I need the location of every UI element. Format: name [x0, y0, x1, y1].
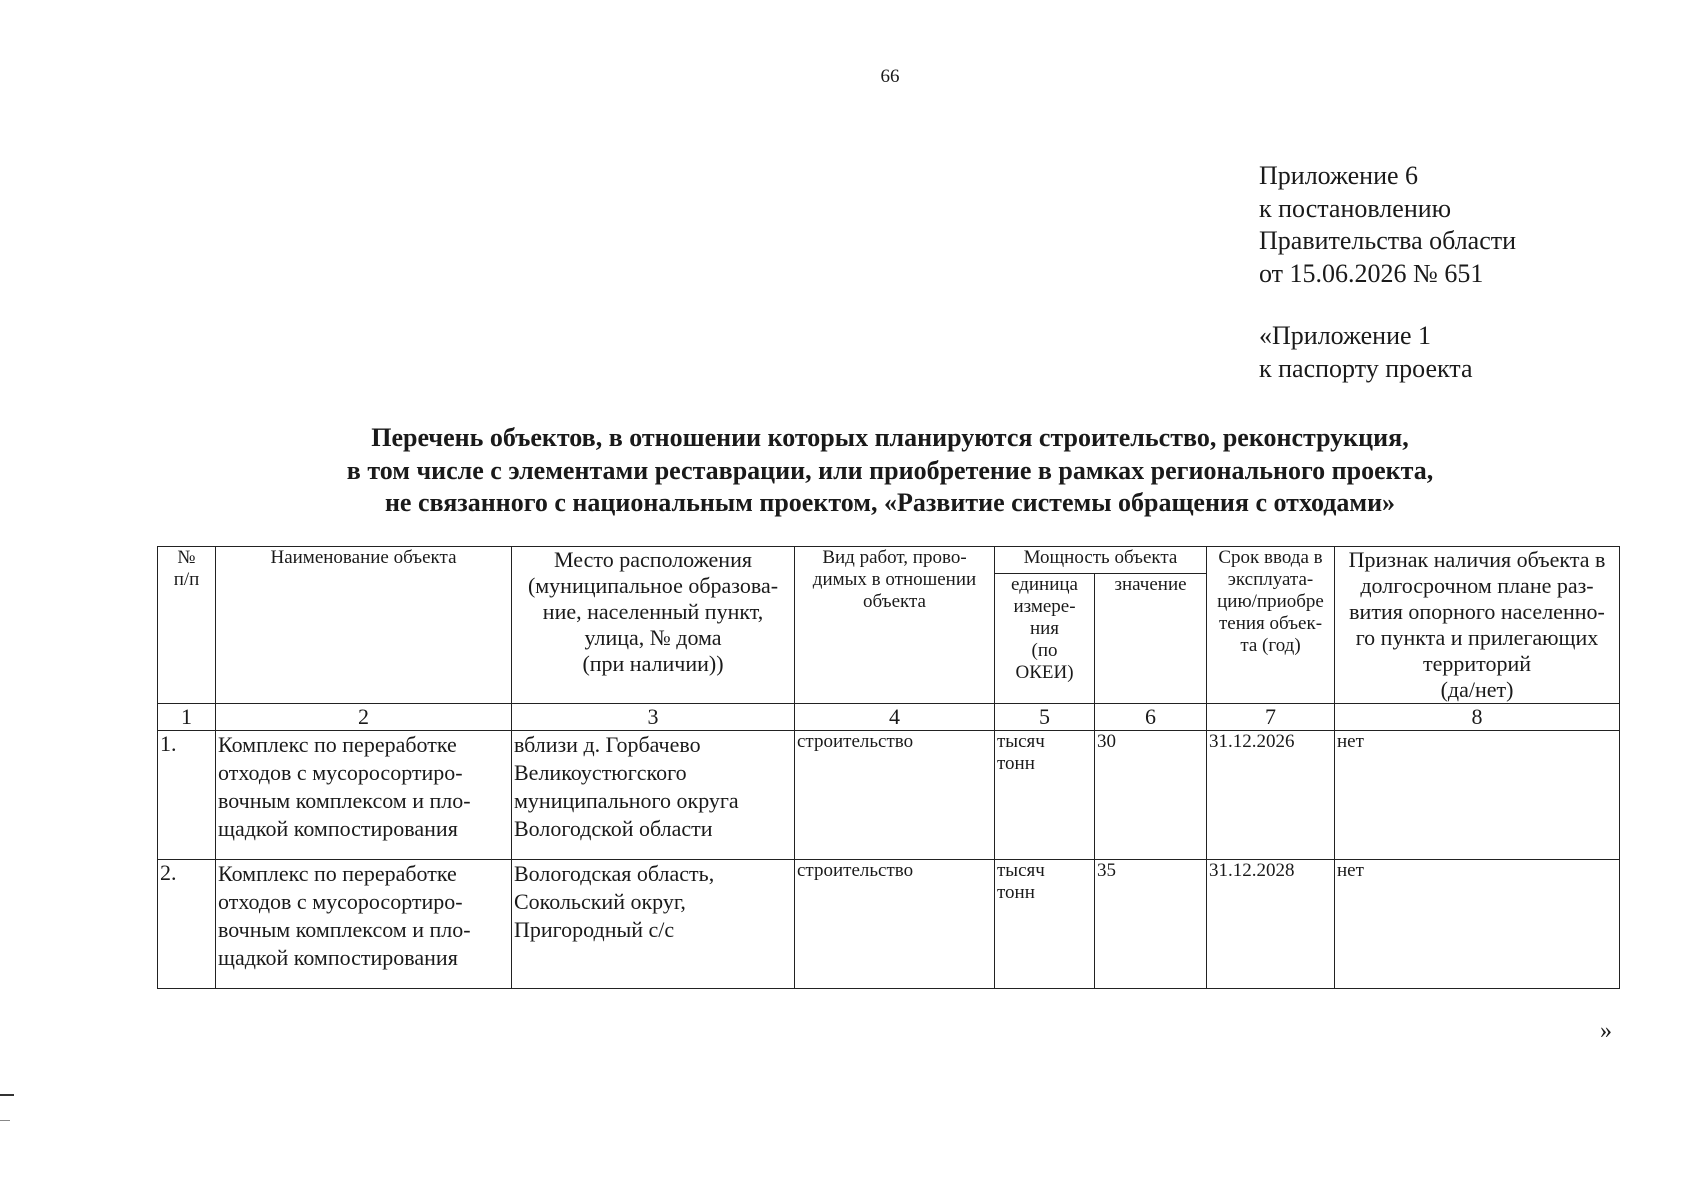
- appendix-quote-line: «Приложение 1: [1259, 321, 1432, 350]
- header-sign: Признак наличия объекта в долгосрочном плане раз- вития опорного населенно- го пункта и прилегающих территорий (да/нет): [1335, 547, 1620, 704]
- header-work-type: Вид работ, прово- димых в отношении объекта: [795, 547, 995, 704]
- appendix-quote-line: к паспорту проекта: [1259, 353, 1473, 383]
- column-number: 4: [795, 704, 995, 731]
- capacity-unit: тысяч тонн: [995, 731, 1095, 860]
- plan-sign: нет: [1335, 860, 1620, 989]
- scan-edge-mark: [0, 1120, 10, 1121]
- commissioning-term: 31.12.2028: [1207, 860, 1335, 989]
- column-number: 6: [1095, 704, 1207, 731]
- title-line: в том числе с элементами реставрации, или приобретение в рамках регионального проекта,: [346, 455, 1434, 485]
- capacity-value: 35: [1095, 860, 1207, 989]
- title-line: не связанного с национальным проектом, «Развитие системы обращения с отходами»: [384, 488, 1396, 517]
- title-line: Перечень объектов, в отношении которых планируются строительство, реконструкция,: [371, 423, 1409, 452]
- object-place: вблизи д. Горбачево Великоустюгского муниципального округа Вологодской области: [512, 731, 795, 860]
- appendix-line: Приложение 6: [1259, 161, 1419, 190]
- work-type: строительство: [795, 860, 995, 989]
- row-num: 1.: [158, 731, 216, 860]
- work-type: строительство: [795, 731, 995, 860]
- closing-quote: »: [1600, 1018, 1612, 1044]
- object-name: Комплекс по переработке отходов с мусоросортиро- вочным комплексом и пло- щадкой компостирования: [216, 860, 512, 989]
- object-place: Вологодская область, Сокольский округ, Пригородный с/с: [512, 860, 795, 989]
- table-row: [158, 731, 1620, 860]
- column-number: 1: [158, 704, 216, 731]
- scan-edge-mark: [0, 1094, 14, 1096]
- column-number: 2: [216, 704, 512, 731]
- commissioning-term: 31.12.2026: [1207, 731, 1335, 860]
- appendix-block: [1259, 160, 1516, 385]
- header-term: Срок ввода в эксплуата- цию/приобре тения объек- та (год): [1207, 547, 1335, 704]
- table-row: [158, 860, 1620, 989]
- header-capacity: Мощность объекта: [995, 547, 1207, 574]
- capacity-unit: тысяч тонн: [995, 860, 1095, 989]
- appendix-line: к постановлению: [1259, 193, 1452, 223]
- capacity-value: 30: [1095, 731, 1207, 860]
- column-numbers-row: [158, 704, 1620, 731]
- objects-table: [157, 546, 1620, 989]
- column-number: 7: [1207, 704, 1335, 731]
- header-value: значение: [1095, 573, 1207, 703]
- plan-sign: нет: [1335, 731, 1620, 860]
- header-unit: единица измере- ния (по ОКЕИ): [995, 573, 1095, 703]
- appendix-line: Правительства области: [1259, 226, 1517, 255]
- header-place: Место расположения (муниципальное образова- ние, населенный пункт, улица, № дома (при наличии)): [512, 547, 795, 704]
- column-number: 8: [1335, 704, 1620, 731]
- table-header-row: [158, 547, 1620, 574]
- object-name: Комплекс по переработке отходов с мусоросортиро- вочным комплексом и пло- щадкой компостирования: [216, 731, 512, 860]
- appendix-line: от 15.06.2026 № 651: [1259, 258, 1484, 288]
- document-title: [150, 422, 1630, 520]
- column-number: 5: [995, 704, 1095, 731]
- column-number: 3: [512, 704, 795, 731]
- page-number: 66: [880, 66, 900, 87]
- header-num: № п/п: [158, 547, 216, 704]
- header-name: Наименование объекта: [216, 547, 512, 704]
- row-num: 2.: [158, 860, 216, 989]
